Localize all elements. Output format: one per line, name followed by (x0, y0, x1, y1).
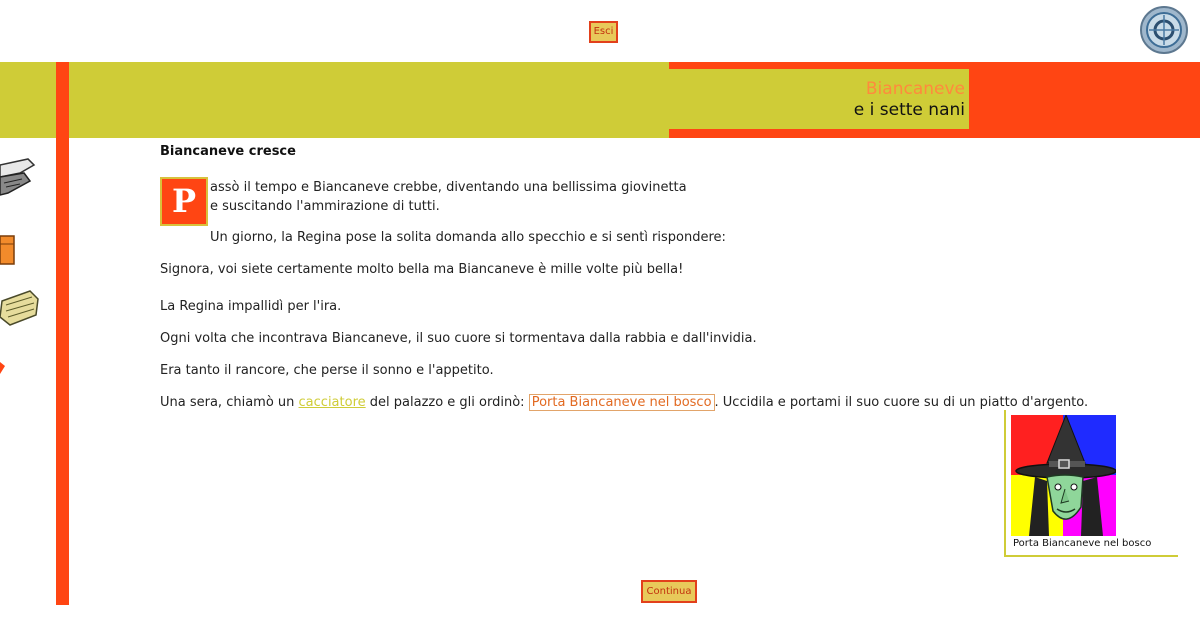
witch-icon (1011, 415, 1116, 536)
orange-mark-icon (0, 360, 6, 376)
paragraph-1-line-2: e suscitando l'ammirazione di tutti. (210, 199, 440, 214)
paragraph-7-end: . Uccidila e portami il suo cuore su di un piatto d'argento. (714, 395, 1089, 410)
treasure-icon[interactable] (0, 285, 40, 335)
story-heading: Biancaneve cresce (160, 144, 296, 159)
paragraph-4: La Regina impallidì per l'ira. (160, 299, 342, 314)
paragraph-7-mid: del palazzo e gli ordinò: (365, 395, 529, 410)
dropcap: P (160, 177, 208, 226)
witch-figure (1004, 410, 1178, 557)
banner-title-box (669, 69, 969, 129)
paragraph-6: Era tanto il rancore, che perse il sonno e l'appetito. (160, 363, 494, 378)
paragraph-1-line-1: assò il tempo e Biancaneve crebbe, diventando una bellissima giovinetta (210, 180, 687, 195)
image-caption: Porta Biancaneve nel bosco (1013, 538, 1152, 549)
exit-button[interactable]: Esci (589, 21, 618, 43)
chest-icon[interactable] (0, 232, 16, 268)
paragraph-2: Un giorno, la Regina pose la solita domanda allo specchio e si sentì rispondere: (210, 230, 726, 245)
globe-icon[interactable] (1139, 5, 1189, 55)
side-bar (56, 62, 69, 605)
page-title: Biancaneve (865, 79, 965, 99)
typewriter-icon[interactable] (0, 155, 36, 215)
hunter-link[interactable]: cacciatore (298, 395, 366, 410)
banner-green (0, 62, 670, 138)
paragraph-7-start: Una sera, chiamò un (160, 395, 299, 410)
page-subtitle: e i sette nani (853, 100, 965, 120)
paragraph-3: Signora, voi siete certamente molto bella ma Biancaneve è mille volte più bella! (160, 262, 684, 277)
continue-button[interactable]: Continua (641, 580, 697, 603)
paragraph-5: Ogni volta che incontrava Biancaneve, il suo cuore si tormentava dalla rabbia e dall'invidia. (160, 331, 757, 346)
paragraph-7 (160, 394, 1088, 411)
forest-link[interactable]: Porta Biancaneve nel bosco (529, 394, 715, 411)
